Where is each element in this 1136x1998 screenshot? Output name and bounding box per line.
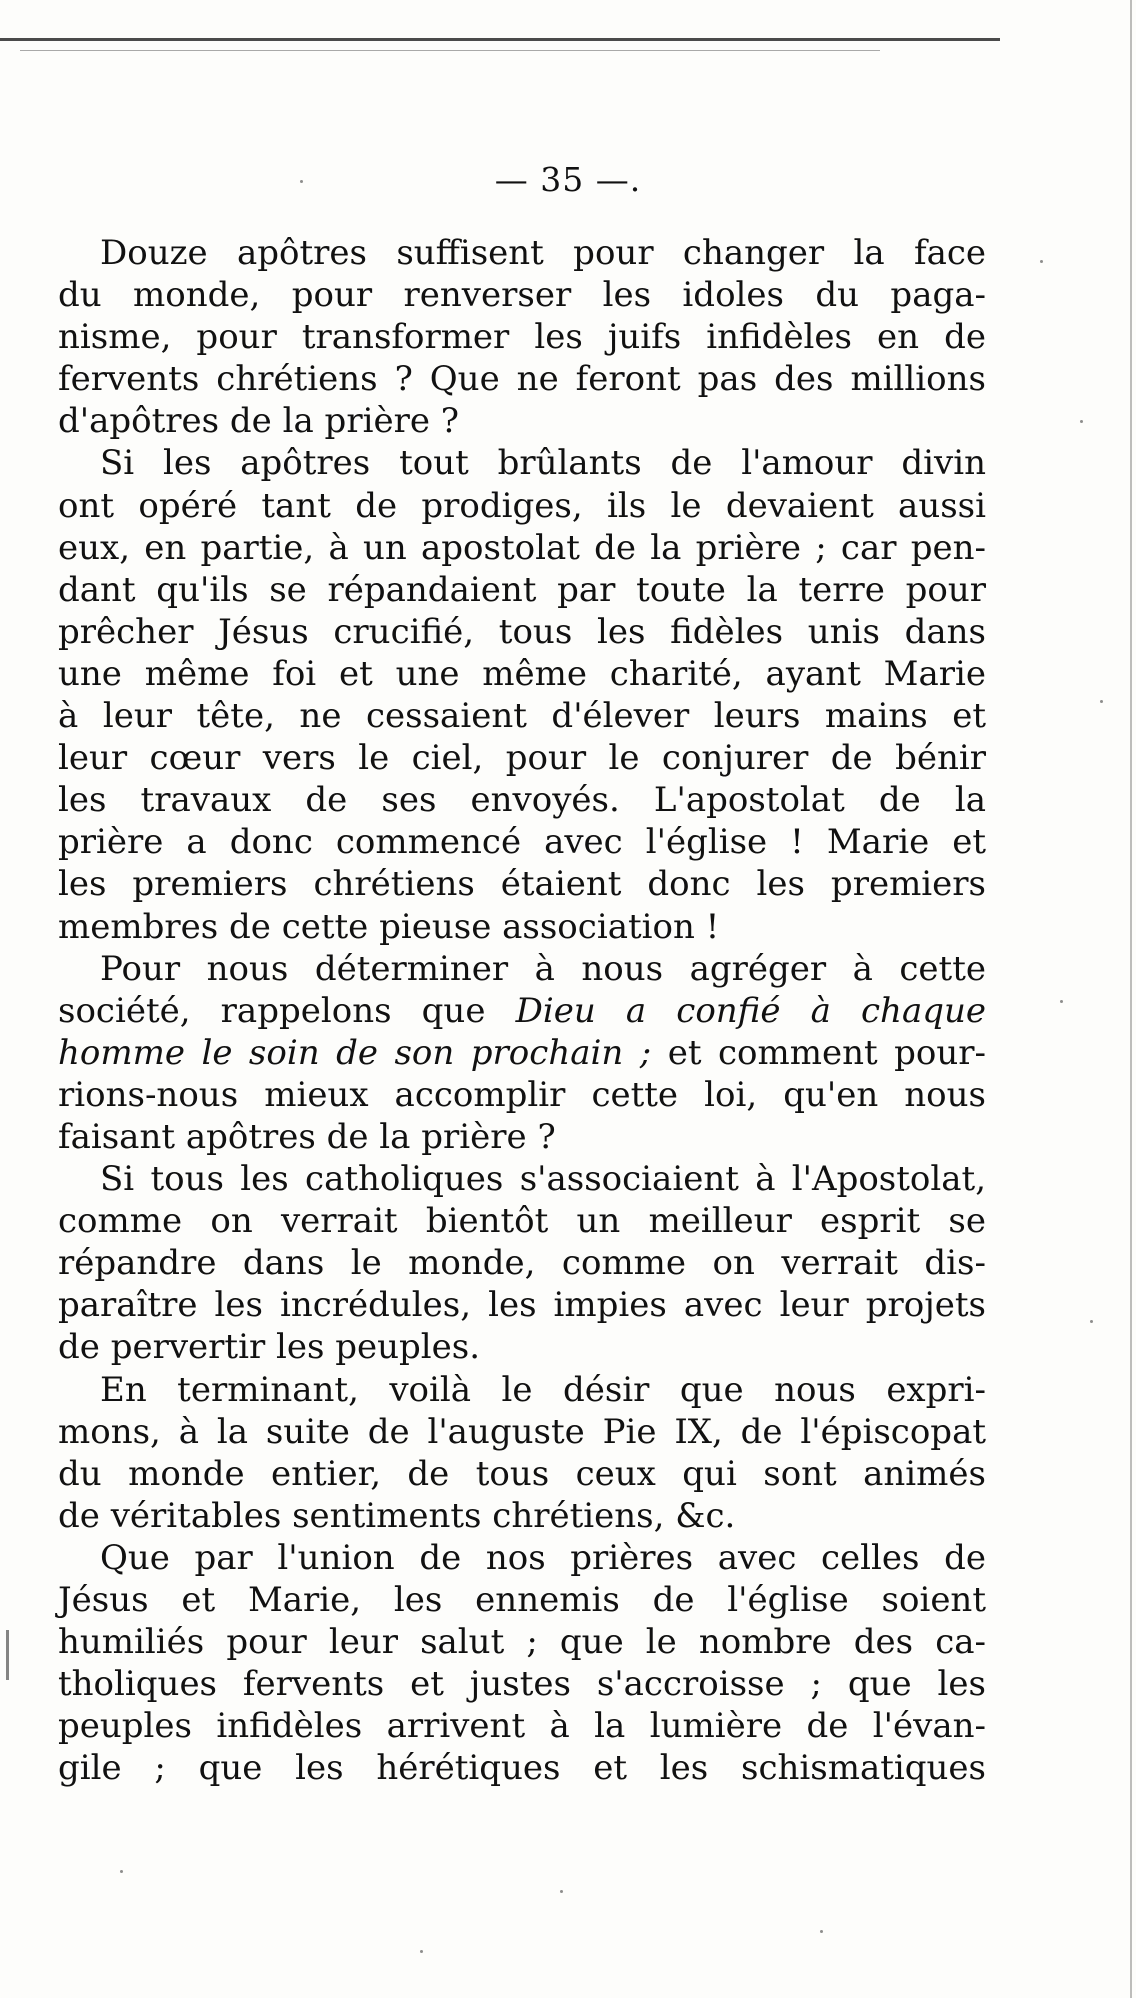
text-line: faisant apôtres de la prière ?	[58, 1116, 556, 1157]
text-line: nisme, pour transformer les juifs infidèles en de	[58, 317, 986, 358]
scan-speck	[120, 1870, 123, 1873]
scan-speck	[560, 1890, 563, 1893]
text-line: à leur tête, ne cessaient d'élever leurs mains et	[58, 696, 986, 737]
text-line	[58, 990, 986, 1032]
text-line: répandre dans le monde, comme on verrait dis-	[58, 1243, 986, 1284]
text-line: du monde, pour renverser les idoles du paga-	[58, 275, 986, 316]
text-line: d'apôtres de la prière ?	[58, 401, 459, 442]
text-segment: et comment pour-	[667, 1032, 987, 1073]
text-line: eux, en partie, à un apostolat de la prière ; car pen-	[58, 527, 986, 568]
scan-speck	[1090, 1320, 1093, 1323]
text-line: Jésus et Marie, les ennemis de l'église soient	[58, 1580, 986, 1620]
text-line: Que par l'union de nos prières avec celles de	[100, 1537, 986, 1578]
scan-speck	[820, 1930, 823, 1933]
top-border-thin-rule	[20, 50, 880, 51]
text-line: Si les apôtres tout brûlants de l'amour divin	[100, 443, 986, 484]
text-line: prêcher Jésus crucifié, tous les fidèles unis dans	[58, 611, 986, 652]
text-line: dant qu'ils se répandaient par toute la terre pour	[58, 569, 986, 610]
text-line: humiliés pour leur salut ; que le nombre des ca-	[58, 1622, 986, 1663]
margin-mark	[6, 1630, 9, 1680]
text-line: de véritables sentiments chrétiens, &c.	[58, 1495, 736, 1536]
text-line: Si tous les catholiques s'associaient à l'Apostolat,	[100, 1159, 986, 1200]
scan-speck	[1080, 420, 1083, 423]
text-line: Douze apôtres suffisent pour changer la face	[100, 233, 986, 273]
text-line: du monde entier, de tous ceux qui sont animés	[58, 1453, 986, 1494]
text-line: membres de cette pieuse association !	[58, 906, 720, 947]
text-line: Pour nous déterminer à nous agréger à cette	[100, 948, 986, 989]
page-number: — 35 —.	[494, 160, 642, 199]
text-line: une même foi et une même charité, ayant Marie	[58, 653, 986, 694]
body-text	[58, 232, 986, 1789]
italic-phrase: Dieu a confié à chaque	[515, 990, 987, 1031]
top-border-rule	[0, 38, 1000, 41]
text-line: gile ; que les hérétiques et les schismatiques	[58, 1748, 986, 1789]
page-edge-shadow	[1130, 0, 1132, 1998]
scan-speck	[300, 180, 303, 183]
text-line: leur cœur vers le ciel, pour le conjurer de bénir	[58, 738, 986, 779]
text-line: comme on verrait bientôt un meilleur esprit se	[58, 1201, 986, 1242]
text-line: les premiers chrétiens étaient donc les premiers	[58, 864, 986, 905]
italic-phrase: homme le soin de son prochain ;	[58, 1032, 652, 1073]
text-line: fervents chrétiens ? Que ne feront pas des millions	[58, 359, 986, 400]
scan-speck	[420, 1950, 423, 1953]
text-line: peuples infidèles arrivent à la lumière de l'évan-	[58, 1706, 986, 1747]
text-line	[58, 1032, 986, 1074]
text-line: En terminant, voilà le désir que nous expri-	[100, 1369, 986, 1410]
text-segment: société, rappelons que	[58, 990, 486, 1031]
scan-speck	[1040, 260, 1043, 263]
text-line: rions-nous mieux accomplir cette loi, qu'en nous	[58, 1074, 986, 1115]
text-line: de pervertir les peuples.	[58, 1327, 481, 1368]
text-line: les travaux de ses envoyés. L'apostolat de la	[58, 780, 986, 821]
text-line: paraître les incrédules, les impies avec leur projets	[58, 1285, 986, 1326]
scan-speck	[1100, 700, 1103, 703]
text-line: ont opéré tant de prodiges, ils le devaient aussi	[58, 485, 986, 526]
text-line: prière a donc commencé avec l'église ! Marie et	[58, 822, 986, 863]
text-line: tholiques fervents et justes s'accroisse ; que les	[58, 1664, 986, 1705]
scan-speck	[1060, 1000, 1063, 1003]
text-line: mons, à la suite de l'auguste Pie IX, de l'épiscopat	[58, 1411, 986, 1452]
